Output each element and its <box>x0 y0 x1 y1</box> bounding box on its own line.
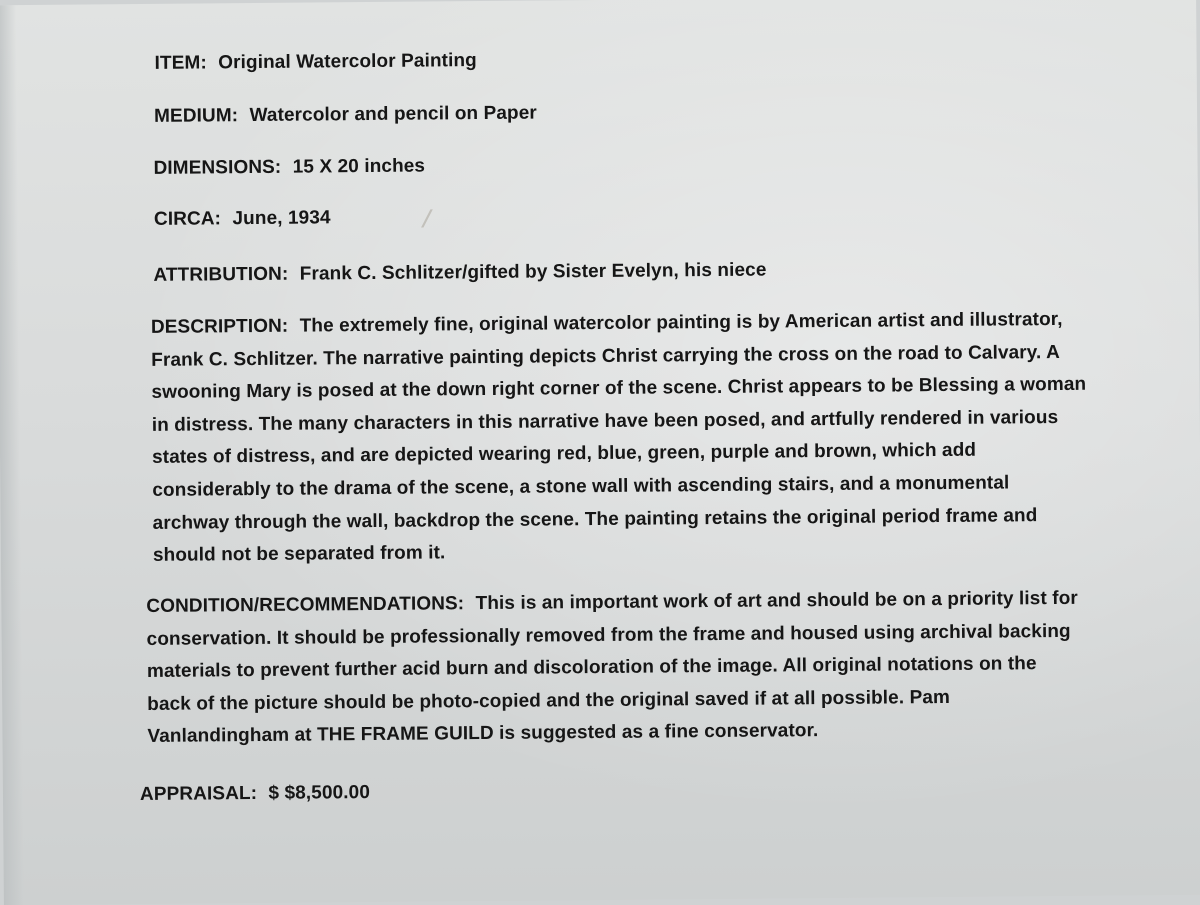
condition-label: CONDITION/RECOMMENDATIONS: <box>146 593 465 617</box>
description-paragraph <box>151 304 1088 573</box>
paper-edge-shadow <box>0 5 24 905</box>
condition-text-line: back of the picture should be photo-copied and the original saved if at all possible. Pam <box>147 686 951 715</box>
description-text-line: Frank C. Schlitzer. The narrative painting depicts Christ carrying the cross on the road to Calvary. A <box>151 341 1060 371</box>
description-text-line: archway through the wall, backdrop the scene. The painting retains the original period frame and <box>152 504 1038 534</box>
medium-value: Watercolor and pencil on Paper <box>249 102 537 127</box>
condition-paragraph <box>146 583 1079 754</box>
medium-label: MEDIUM: <box>153 105 239 127</box>
attribution-line <box>153 255 766 292</box>
description-text-line: The extremely fine, original watercolor painting is by American artist and illustrator, <box>299 308 1063 337</box>
description-text-line: considerably to the drama of the scene, a stone wall with ascending stairs, and a monumental <box>152 472 1010 501</box>
description-label: DESCRIPTION: <box>150 315 289 338</box>
appraisal-label: APPRAISAL: <box>139 783 258 806</box>
item-line <box>154 45 477 80</box>
condition-text-line: materials to prevent further acid burn and discoloration of the image. All original notations on the <box>146 653 1037 683</box>
appraisal-line <box>140 777 370 811</box>
circa-line <box>154 202 331 236</box>
condition-text-line: conservation. It should be professionally removed from the frame and housed using archival backing <box>146 620 1071 650</box>
medium-line <box>154 98 537 133</box>
dimensions-value: 15 X 20 inches <box>292 155 426 178</box>
condition-text-line: This is an important work of art and should be on a priority list for <box>475 587 1078 615</box>
attribution-value: Frank C. Schlitzer/gifted by Sister Evelyn, his niece <box>299 259 767 285</box>
item-label: ITEM: <box>154 52 207 74</box>
description-text-line: states of distress, and are depicted wearing red, blue, green, purple and brown, which add <box>151 440 977 469</box>
description-text-line: swooning Mary is posed at the down right corner of the scene. Christ appears to be Blessing a woman <box>151 373 1087 404</box>
dimensions-line <box>153 151 425 185</box>
circa-value: June, 1934 <box>232 207 331 230</box>
appraisal-value: $ $8,500.00 <box>268 782 371 804</box>
description-text-line: should not be separated from it. <box>152 542 446 567</box>
condition-text-line: Vanlandingham at THE FRAME GUILD is suggested as a fine conservator. <box>147 720 819 748</box>
description-text-line: in distress. The many characters in this narrative have been posed, and artfully rendered in various <box>151 406 1059 436</box>
dimensions-label: DIMENSIONS: <box>153 156 282 179</box>
ink-mark: / <box>420 205 434 232</box>
circa-label: CIRCA: <box>153 208 222 230</box>
attribution-label: ATTRIBUTION: <box>153 263 289 286</box>
item-value: Original Watercolor Painting <box>218 50 477 74</box>
